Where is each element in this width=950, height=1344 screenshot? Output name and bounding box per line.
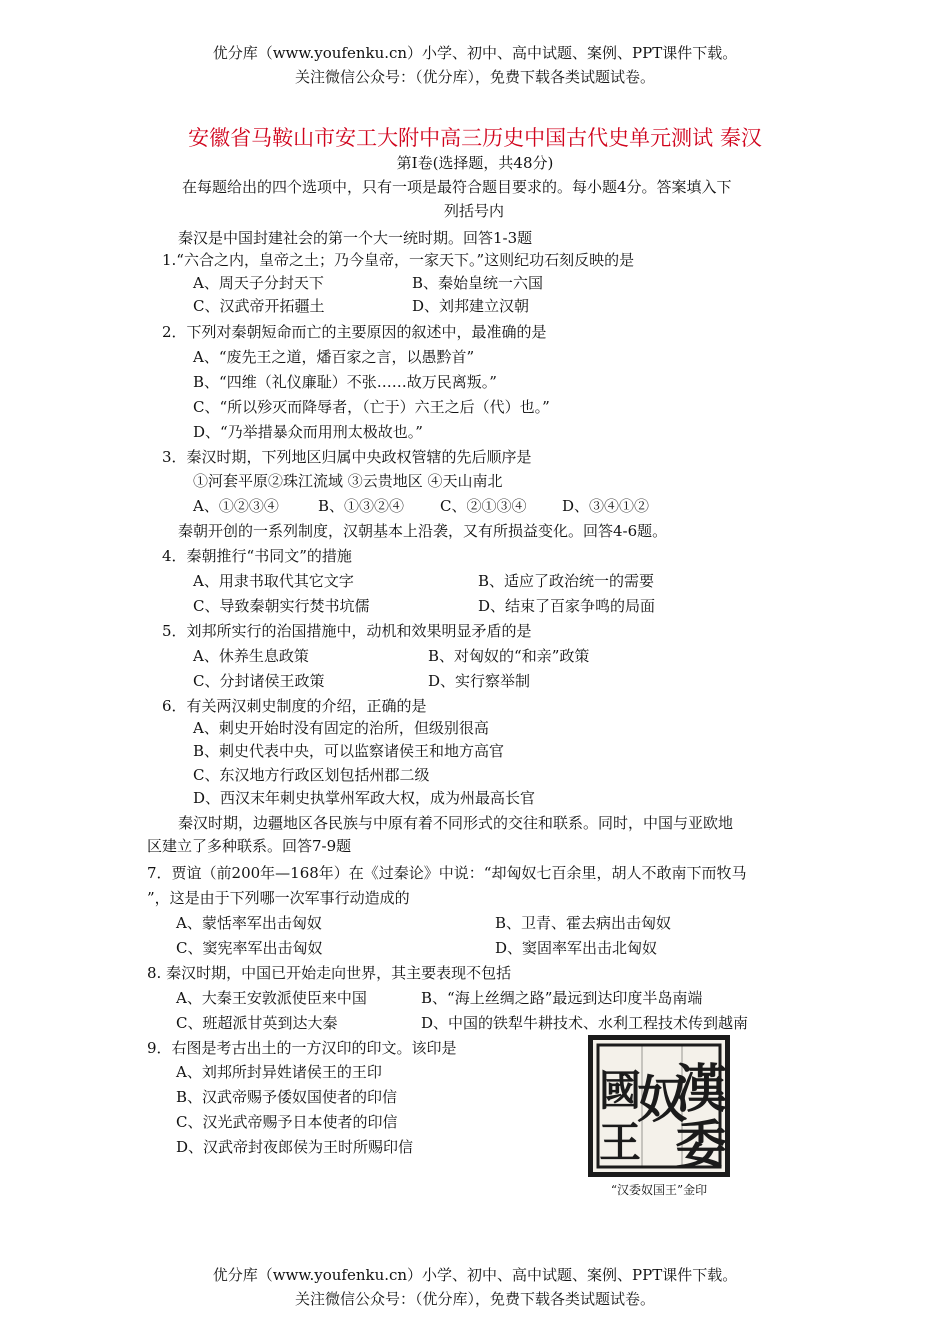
q6-option-a: A、刺史开始时没有固定的治所，但级别很高	[193, 719, 489, 737]
page-title: 安徽省马鞍山市安工大附中高三历史中国古代史单元测试 秦汉	[188, 126, 762, 150]
q6-stem: 6．有关两汉刺史制度的介绍，正确的是	[162, 697, 427, 715]
q5-option-d: D、实行察举制	[428, 672, 531, 690]
q3-option-a: A、①②③④	[193, 497, 279, 515]
q7-option-d: D、窦固率军出击北匈奴	[495, 939, 658, 957]
q2-stem: 2．下列对秦朝短命而亡的主要原因的叙述中，最准确的是	[162, 323, 547, 341]
q3-option-d: D、③④①②	[562, 497, 650, 515]
q8-option-c: C、班超派甘英到达大秦	[176, 1014, 338, 1032]
q9-option-c: C、汉光武帝赐予日本使者的印信	[176, 1113, 398, 1131]
seal-stamp-image	[588, 1035, 730, 1177]
q1-option-a: A、周天子分封天下	[193, 274, 324, 292]
section-heading: 第Ⅰ卷(选择题，共48分)	[396, 154, 554, 172]
q3-option-c: C、②①③④	[440, 497, 527, 515]
q2-option-c: C、“所以殄灭而降辱者，（亡于）六王之后（代）也。”	[193, 398, 550, 416]
q4-option-d: D、结束了百家争鸣的局面	[478, 597, 656, 615]
intro-3-line-2: 区建立了多种联系。回答7-9题	[147, 837, 352, 855]
header-line-2: 关注微信公众号：（优分库），免费下载各类试题试卷。	[294, 68, 655, 86]
seal-glyph-4: 國	[598, 1066, 642, 1115]
q2-option-b: B、“四维（礼仪廉耻）不张……故万民离叛。”	[193, 373, 497, 391]
q9-stem: 9．右图是考古出土的一方汉印的印文。该印是	[147, 1039, 457, 1057]
q3-stem: 3．秦汉时期，下列地区归属中央政权管辖的先后顺序是	[162, 448, 532, 466]
q7-stem-line-2: ”，这是由于下列哪一次军事行动造成的	[147, 889, 410, 907]
q8-option-b: B、“海上丝绸之路”最远到达印度半岛南端	[421, 989, 703, 1007]
q2-option-a: A、“废先王之道，燔百家之言，以愚黔首”	[193, 348, 475, 366]
q5-option-c: C、分封诸侯王政策	[193, 672, 325, 690]
q9-option-a: A、刘邦所封异姓诸侯王的王印	[176, 1063, 382, 1081]
q9-option-d: D、汉武帝封夜郎侯为王时所赐印信	[176, 1138, 414, 1156]
seal-glyph-1: 漢	[674, 1059, 728, 1120]
q6-option-c: C、东汉地方行政区划包括州郡二级	[193, 766, 430, 784]
intro-2: 秦朝开创的一系列制度，汉朝基本上沿袭，又有所损益变化。回答4-6题。	[178, 522, 668, 540]
seal-glyph-2: 委	[674, 1115, 728, 1176]
q1-option-c: C、汉武帝开拓疆土	[193, 297, 325, 315]
q4-option-b: B、适应了政治统一的需要	[478, 572, 655, 590]
q6-option-b: B、刺史代表中央，可以监察诸侯王和地方高官	[193, 742, 505, 760]
q8-option-a: A、大秦王安敦派使臣来中国	[176, 989, 367, 1007]
q7-option-c: C、窦宪率军出击匈奴	[176, 939, 323, 957]
q1-option-b: B、秦始皇统一六国	[412, 274, 544, 292]
q1-stem: 1.“六合之内，皇帝之土；乃今皇帝，一家天下。”这则纪功石刻反映的是	[162, 251, 635, 269]
q6-option-d: D、西汉末年刺史执掌州军政大权，成为州最高长官	[193, 789, 536, 807]
q3-option-b: B、①③②④	[318, 497, 405, 515]
footer-line-2: 关注微信公众号：（优分库），免费下载各类试题试卷。	[294, 1290, 655, 1308]
q1-option-d: D、刘邦建立汉朝	[412, 297, 530, 315]
seal-stamp-svg	[588, 1035, 730, 1177]
q5-stem: 5．刘邦所实行的治国措施中，动机和效果明显矛盾的是	[162, 622, 532, 640]
q5-option-b: B、对匈奴的“和亲”政策	[428, 647, 590, 665]
seal-caption: “汉委奴国王”金印	[610, 1183, 708, 1197]
q8-option-d: D、中国的铁犁牛耕技术、水利工程技术传到越南	[421, 1014, 749, 1032]
seal-figure	[588, 1035, 730, 1200]
seal-glyph-3: 奴	[637, 1070, 687, 1129]
header-line-1: 优分库（www.youfenku.cn）小学、初中、高中试题、案例、PPT课件下载。	[212, 44, 738, 62]
q7-option-a: A、蒙恬率军出击匈奴	[176, 914, 322, 932]
q2-option-d: D、“乃举措暴众而用刑太极故也。”	[193, 423, 423, 441]
intro-3-line-1: 秦汉时期，边疆地区各民族与中原有着不同形式的交往和联系。同时，中国与亚欧地	[178, 814, 734, 832]
q3-items: ①河套平原②珠江流域 ③云贵地区 ④天山南北	[193, 472, 503, 490]
q5-option-a: A、休养生息政策	[193, 647, 309, 665]
q9-option-b: B、汉武帝赐予倭奴国使者的印信	[176, 1088, 398, 1106]
q4-stem: 4．秦朝推行“书同文”的措施	[162, 547, 352, 565]
footer-line-1: 优分库（www.youfenku.cn）小学、初中、高中试题、案例、PPT课件下载。	[212, 1266, 738, 1284]
q4-option-c: C、导致秦朝实行焚书坑儒	[193, 597, 370, 615]
seal-glyph-5: 王	[598, 1118, 642, 1167]
instructions-line-2: 列括号内	[444, 202, 505, 220]
q8-stem: 8. 秦汉时期，中国已开始走向世界，其主要表现不包括	[147, 964, 512, 982]
q7-stem-line-1: 7．贾谊（前200年—168年）在《过秦论》中说：“却匈奴七百余里，胡人不敢南下而牧马	[147, 864, 747, 882]
instructions-line-1: 在每题给出的四个选项中，只有一项是最符合题目要求的。每小题4分。答案填入下	[182, 178, 732, 196]
q7-option-b: B、卫青、霍去病出击匈奴	[495, 914, 672, 932]
intro-1: 秦汉是中国封建社会的第一个大一统时期。回答1-3题	[178, 229, 533, 247]
q4-option-a: A、用隶书取代其它文字	[193, 572, 354, 590]
